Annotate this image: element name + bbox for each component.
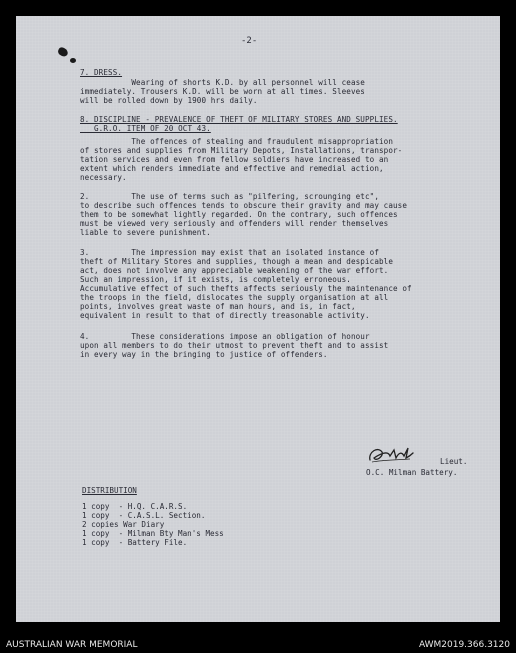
text-line: Such an impression, if it exists, is completely erroneous. — [80, 275, 351, 284]
ink-blot — [70, 58, 76, 63]
text-line: equivalent in result to that of directly treasonable activity. — [80, 311, 370, 320]
distribution-row: 1 copy - Milman Bty Man's Mess — [82, 529, 224, 538]
text-line: must be viewed very seriously and offenders will render themselves — [80, 219, 389, 228]
section-subheading: G.R.O. ITEM OF 20 OCT 43. — [80, 124, 211, 133]
text-line: act, does not involve any appreciable weakening of the war effort. — [80, 266, 389, 275]
handwritten-signature — [366, 444, 414, 466]
text-line: Wearing of shorts K.D. by all personnel will cease — [80, 78, 365, 87]
text-line: 3. The impression may exist that an isolated instance of — [80, 248, 379, 257]
text-line: theft of Military Stores and supplies, though a mean and despicable — [80, 257, 394, 266]
signature-rank: Lieut. — [440, 457, 468, 466]
text-line: in every way in the bringing to justice of offenders. — [80, 350, 328, 359]
distribution-row: 1 copy - H.Q. C.A.R.S. — [82, 502, 188, 511]
text-line: to describe such offences tends to obscure their gravity and may cause — [80, 201, 408, 210]
text-line: immediately. Trousers K.D. will be worn at all times. Sleeves — [80, 87, 365, 96]
text-line: Accumulative effect of such thefts affects seriously the maintenance of — [80, 284, 412, 293]
signature-unit: O.C. Milman Battery. — [366, 468, 458, 477]
text-line: 4. These considerations impose an obligation of honour — [80, 332, 370, 341]
page-number: -2- — [241, 36, 258, 46]
archive-credit: AUSTRALIAN WAR MEMORIAL — [6, 640, 138, 650]
text-line: the troops in the field, dislocates the supply organisation at all — [80, 293, 389, 302]
text-line: them to be somewhat lightly regarded. On the contrary, such offences — [80, 210, 398, 219]
distribution-title: DISTRIBUTION — [82, 486, 137, 495]
text-line: points, involves great waste of man hours, and is, in fact, — [80, 302, 356, 311]
section-heading-discipline: 8. DISCIPLINE - PREVALENCE OF THEFT OF MILITARY STORES AND SUPPLIES. — [80, 115, 398, 124]
section-heading-dress: 7. DRESS. — [80, 68, 123, 77]
distribution-row: 1 copy - C.A.S.L. Section. — [82, 511, 206, 520]
document-sheet — [16, 16, 500, 622]
archive-reference: AWM2019.366.3120 — [418, 640, 510, 650]
text-line: tation services and even from fellow soldiers have increased to an — [80, 155, 389, 164]
text-line: extent which renders immediate and effective and remedial action, — [80, 164, 384, 173]
text-line: will be rolled down by 1900 hrs daily. — [80, 96, 258, 105]
text-line: of stores and supplies from Military Depots, Installations, transpor- — [80, 146, 403, 155]
ink-blot — [57, 46, 69, 57]
text-line: upon all members to do their utmost to prevent theft and to assist — [80, 341, 389, 350]
text-line: necessary. — [80, 173, 127, 182]
text-line: 2. The use of terms such as "pilfering, scrounging etc", — [80, 192, 379, 201]
text-line: The offences of stealing and fraudulent misappropriation — [80, 137, 394, 146]
distribution-row: 1 copy - Battery File. — [82, 538, 188, 547]
distribution-row: 2 copies War Diary — [82, 520, 165, 529]
text-line: liable to severe punishment. — [80, 228, 211, 237]
